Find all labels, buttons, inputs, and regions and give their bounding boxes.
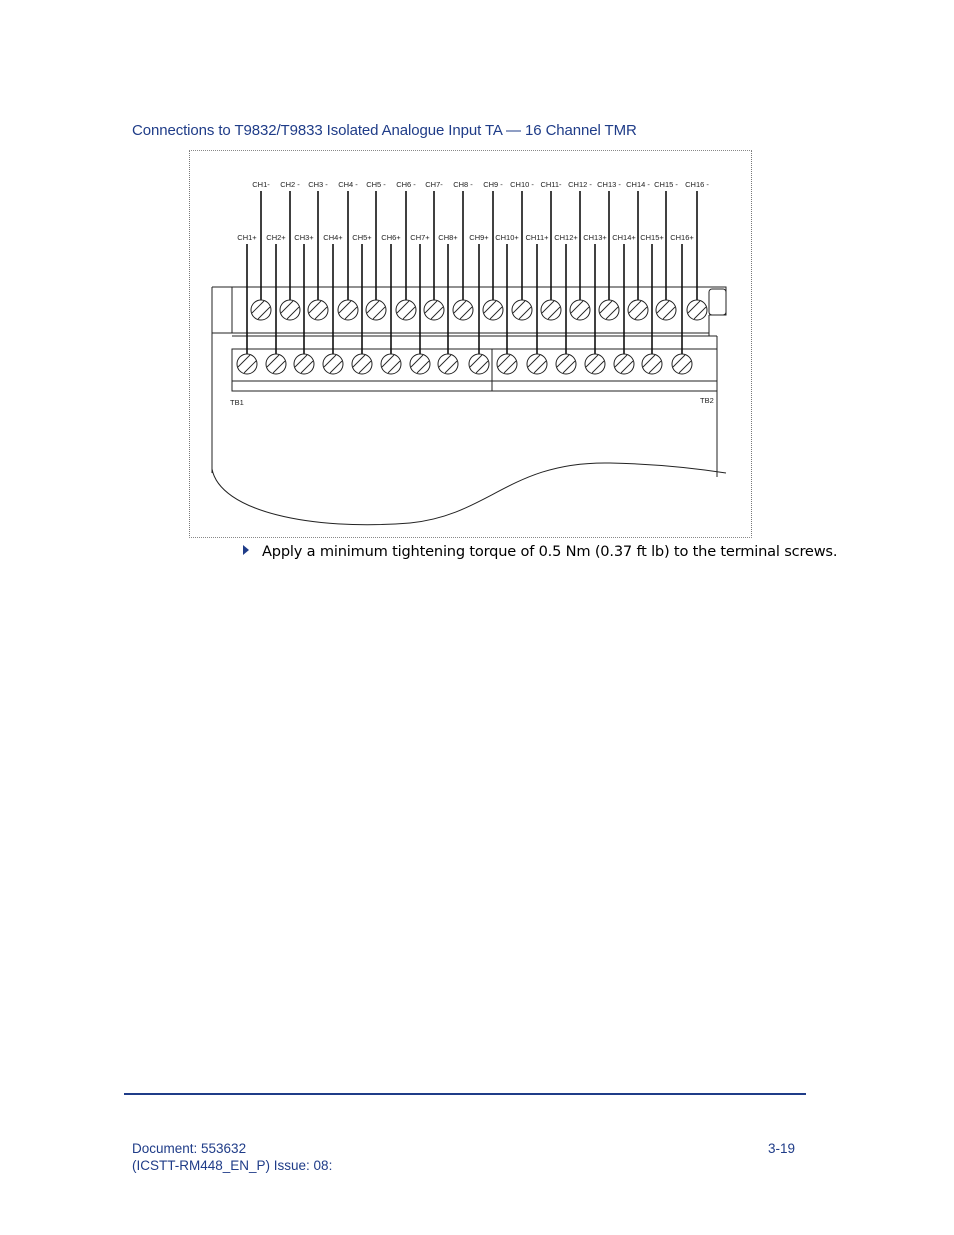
label-ch4-minus: CH4 -	[338, 180, 358, 189]
screw-top-5	[366, 300, 386, 320]
label-ch1-minus: CH1-	[252, 180, 270, 189]
screw-bottom-11	[527, 354, 547, 374]
screw-top-11	[541, 300, 561, 320]
screw-bottom-13	[585, 354, 605, 374]
label-ch6-plus: CH6+	[381, 233, 401, 242]
label-ch6-minus: CH6 -	[396, 180, 416, 189]
section-heading: Connections to T9832/T9833 Isolated Analogue Input TA — 16 Channel TMR	[132, 122, 637, 139]
instruction-bullet	[243, 542, 837, 560]
label-ch3-minus: CH3 -	[308, 180, 328, 189]
screw-top-7	[424, 300, 444, 320]
screw-bottom-14	[614, 354, 634, 374]
label-ch16-plus: CH16+	[670, 233, 694, 242]
document-number: Document: 553632	[132, 1141, 247, 1156]
bullet-arrow-icon	[243, 545, 249, 555]
label-ch5-minus: CH5 -	[366, 180, 386, 189]
screw-top-15	[656, 300, 676, 320]
label-ch10-minus: CH10 -	[510, 180, 534, 189]
document-issue: (ICSTT-RM448_EN_P) Issue: 08:	[132, 1158, 333, 1173]
label-ch12-plus: CH12+	[554, 233, 578, 242]
screw-top-2	[280, 300, 300, 320]
label-ch5-plus: CH5+	[352, 233, 372, 242]
screw-bottom-1	[237, 354, 257, 374]
screw-bottom-8	[438, 354, 458, 374]
screw-bottom-9	[469, 354, 489, 374]
screw-top-3	[308, 300, 328, 320]
screw-top-8	[453, 300, 473, 320]
label-ch13-plus: CH13+	[583, 233, 607, 242]
screw-top-9	[483, 300, 503, 320]
label-ch16-minus: CH16 -	[685, 180, 709, 189]
label-ch2-plus: CH2+	[266, 233, 286, 242]
screw-top-1	[251, 300, 271, 320]
label-ch7-plus: CH7+	[410, 233, 430, 242]
screw-bottom-12	[556, 354, 576, 374]
tb2-label: TB2	[700, 396, 714, 405]
label-ch14-minus: CH14 -	[626, 180, 650, 189]
label-ch1-plus: CH1+	[237, 233, 257, 242]
instruction-text: Apply a minimum tightening torque of 0.5 Nm (0.37 ft lb) to the terminal screws.	[262, 543, 838, 560]
screw-top-6	[396, 300, 416, 320]
screw-top-13	[599, 300, 619, 320]
screw-bottom-2	[266, 354, 286, 374]
label-ch11-minus: CH11-	[540, 180, 562, 189]
page-number: 3-19	[768, 1141, 796, 1156]
label-ch8-minus: CH8 -	[453, 180, 473, 189]
footer-divider	[124, 1093, 806, 1095]
screw-top-10	[512, 300, 532, 320]
tb1-label: TB1	[230, 398, 244, 407]
screw-top-16	[687, 300, 707, 320]
label-ch14-plus: CH14+	[612, 233, 636, 242]
label-ch4-plus: CH4+	[323, 233, 343, 242]
label-ch8-plus: CH8+	[438, 233, 458, 242]
label-ch3-plus: CH3+	[294, 233, 314, 242]
label-ch12-minus: CH12 -	[568, 180, 592, 189]
screw-bottom-3	[294, 354, 314, 374]
label-ch7-minus: CH7-	[425, 180, 443, 189]
screw-bottom-10	[497, 354, 517, 374]
screw-top-14	[628, 300, 648, 320]
label-ch13-minus: CH13 -	[597, 180, 621, 189]
screw-bottom-7	[410, 354, 430, 374]
screw-top-12	[570, 300, 590, 320]
label-ch2-minus: CH2 -	[280, 180, 300, 189]
screw-bottom-6	[381, 354, 401, 374]
label-ch10-plus: CH10+	[495, 233, 519, 242]
label-ch15-minus: CH15 -	[654, 180, 678, 189]
wiring-diagram-frame	[189, 150, 752, 538]
screw-bottom-16	[672, 354, 692, 374]
terminal-housing	[212, 287, 726, 525]
label-ch9-plus: CH9+	[469, 233, 489, 242]
screw-top-4	[338, 300, 358, 320]
label-ch11-plus: CH11+	[525, 233, 549, 242]
label-ch15-plus: CH15+	[640, 233, 664, 242]
screw-bottom-4	[323, 354, 343, 374]
screw-bottom-15	[642, 354, 662, 374]
screw-bottom-5	[352, 354, 372, 374]
label-ch9-minus: CH9 -	[483, 180, 503, 189]
terminal-wiring-diagram	[190, 151, 753, 539]
